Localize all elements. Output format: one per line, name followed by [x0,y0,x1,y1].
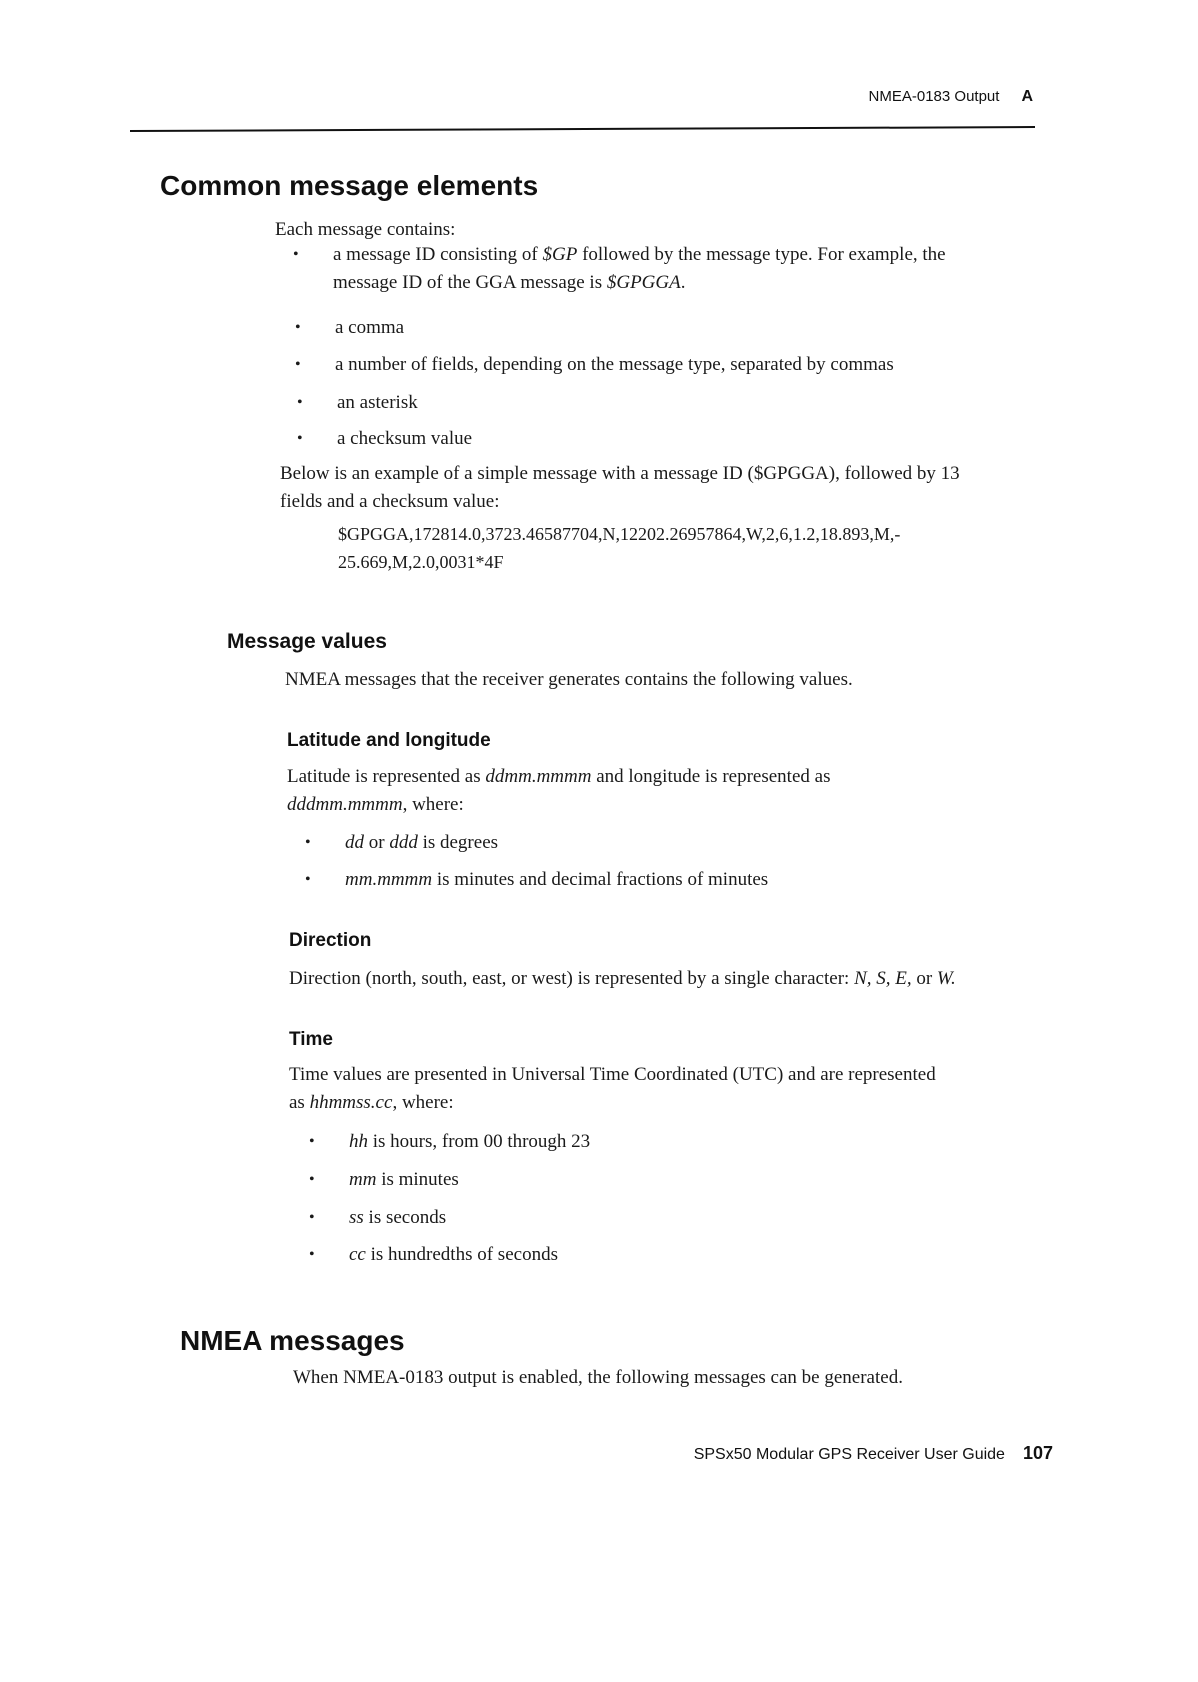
bullet-dot: • [293,246,299,263]
bullet-dot: • [305,834,311,851]
list-item: • cc is hundredths of seconds [349,1241,558,1269]
bullet-dot: • [309,1133,315,1150]
heading-message-values: Message values [227,630,387,653]
list-item: • hh is hours, from 00 through 23 [349,1128,590,1156]
bullet-dot: • [309,1171,315,1188]
bullet-dot: • [297,394,303,411]
list-item: • a number of fields, depending on the message type, separated by commas [335,351,894,379]
example-message: $GPGGA,172814.0,3723.46587704,N,12202.26957864,W,2,6,1.2,18.893,M,- 25.669,M,2.0,0031*4F [338,524,901,572]
bullet-dot: • [309,1209,315,1226]
list-item: • a message ID consisting of $GP followed by the message type. For example, the message ID of the GGA message is $GPGGA. [333,241,1033,297]
bullet-dot: • [309,1246,315,1263]
common-intro: Each message contains: [275,219,456,240]
heading-time: Time [289,1029,334,1050]
list-item: • a checksum value [337,425,472,453]
time-description: Time values are presented in Universal Time Coordinated (UTC) and are represented as hhmmss.cc, where: [289,1064,936,1113]
heading-common-message-elements: Common message elements [160,170,539,201]
bullet-dot: • [297,430,303,447]
direction-description: Direction (north, south, east, or west) is represented by a single character: N, S, E, or W. [289,968,956,989]
header-appendix-letter: A [1021,88,1033,105]
header-section-title: NMEA-0183 Output [868,88,1000,105]
list-item: • ss is seconds [349,1204,446,1232]
example-intro: Below is an example of a simple message with a message ID ($GPGGA), followed by 13 fields and a checksum value: [280,463,960,512]
heading-nmea-messages: NMEA messages [180,1325,405,1356]
list-item: • an asterisk [337,389,418,417]
footer-guide-title: SPSx50 Modular GPS Receiver User Guide [693,1446,1005,1463]
list-item: • mm is minutes [349,1166,459,1194]
running-header [869,88,1033,106]
running-footer [694,1443,1053,1464]
bullet-dot: • [295,319,301,336]
list-item: • a comma [335,314,404,342]
list-item: • dd or ddd is degrees [345,829,498,857]
heading-direction: Direction [289,930,372,951]
bullet-dot: • [295,356,301,373]
page-number: 107 [1022,1443,1053,1463]
latlon-description: Latitude is represented as ddmm.mmmm and longitude is represented as dddmm.mmmm, where: [287,766,831,815]
bullet-dot: • [305,871,311,888]
list-item: • mm.mmmm is minutes and decimal fractions of minutes [345,866,768,894]
heading-latitude-longitude: Latitude and longitude [287,730,491,751]
message-values-intro: NMEA messages that the receiver generates contains the following values. [285,669,853,690]
header-rule [130,126,1035,132]
nmea-intro: When NMEA-0183 output is enabled, the following messages can be generated. [293,1367,903,1388]
